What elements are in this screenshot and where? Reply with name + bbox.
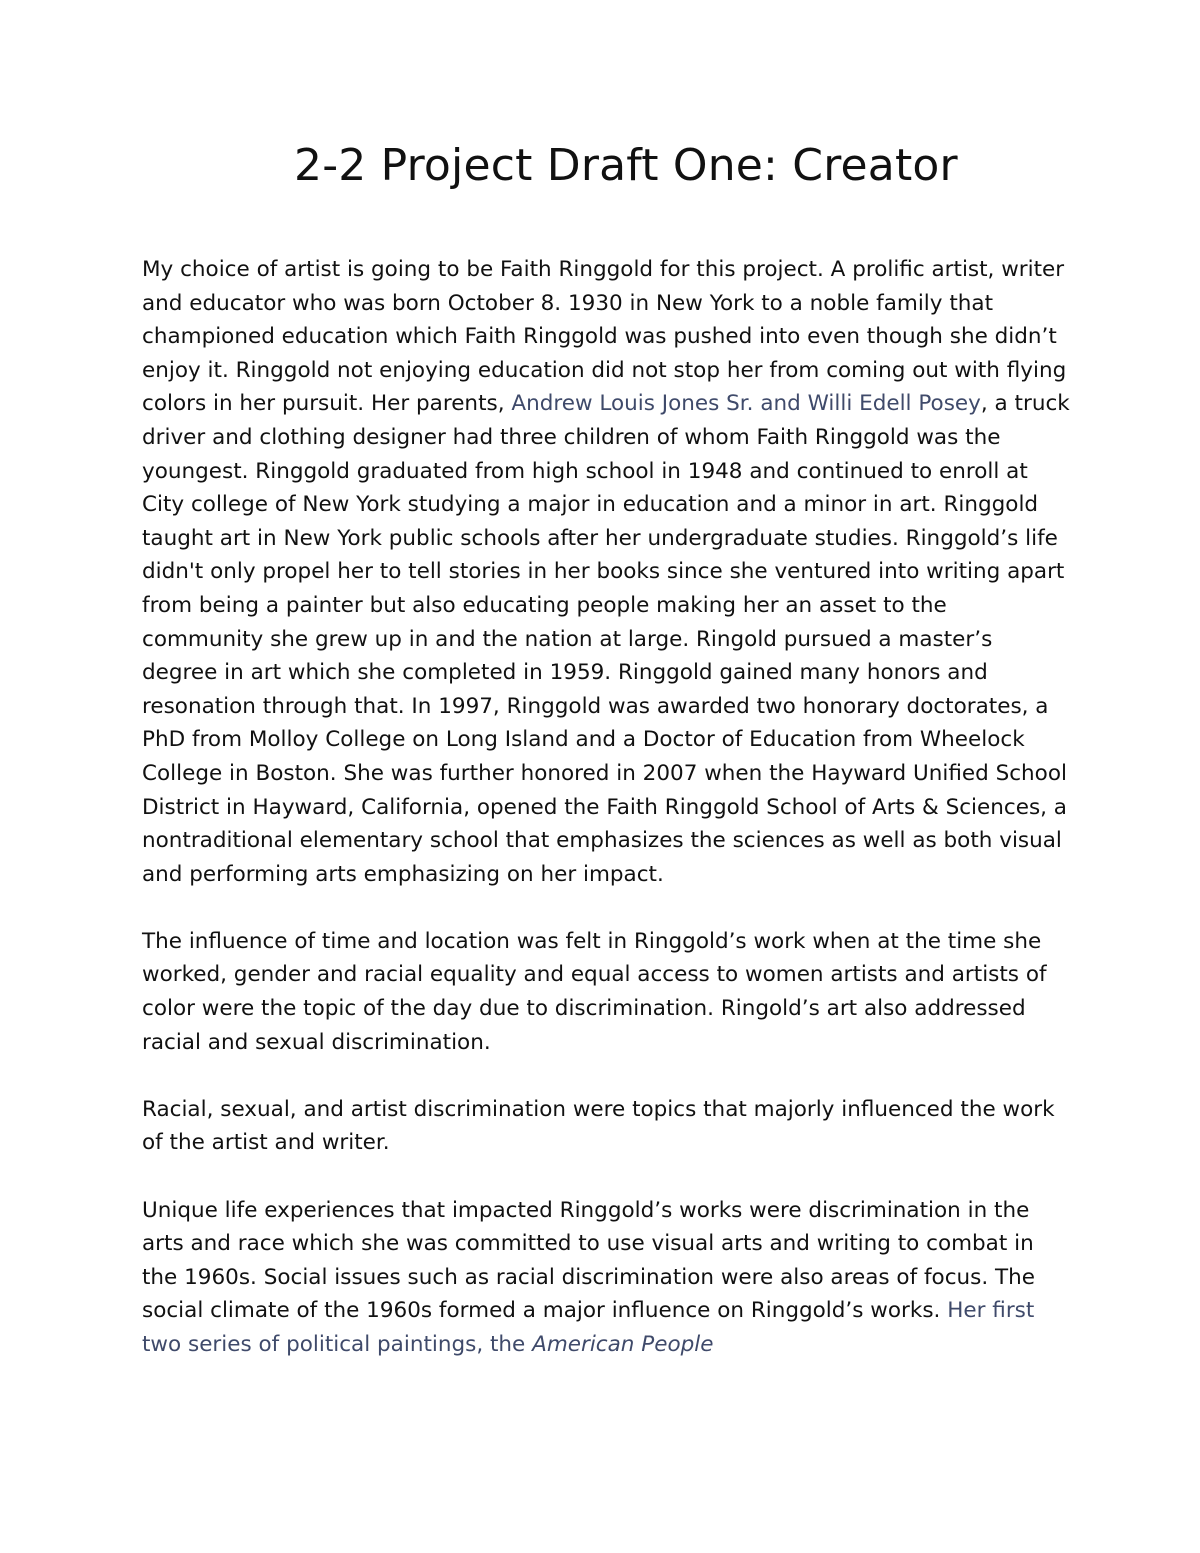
highlighted-text: Andrew Louis Jones Sr. and Willi Edell Posey xyxy=(511,391,981,417)
highlighted-text: Her first two series of political paintings, the xyxy=(142,1298,1035,1357)
italic-series-title: American People xyxy=(532,1332,714,1357)
paragraph-influence-time-location xyxy=(142,925,1072,1059)
paragraph-biography xyxy=(142,253,1072,891)
document-body xyxy=(142,253,1072,1395)
paragraph-text: Racial, sexual, and artist discrimination were topics that majorly influenced the work of the artist and writer. xyxy=(142,1096,1055,1156)
paragraph-text: Unique life experiences that impacted Ringgold’s works were discrimination in the arts and race which she was committed to use visual arts and writing to combat in the 1960s. Social issues such as racial discrimination were also areas of focus. The social climate of the 1960s formed a major influence on Ringgold’s works. xyxy=(142,1197,1035,1324)
paragraph-life-experiences xyxy=(142,1194,1072,1362)
document-title: 2-2 Project Draft One: Creator xyxy=(294,140,958,191)
paragraph-text: , a truck driver and clothing designer had three children of whom Faith Ringgold was the youngest. Ringgold graduated from high school in 1948 and continued to enroll at City college of New York studying a major in education and a minor in art. Ringgold taught art in New York public schools after her undergraduate studies. Ringgold’s life didn't only propel her to tell stories in her books since she ventured into writing apart from being a painter but also educating people making her an asset to the community she grew up in and the nation at large. Ringold pursued a master’s degree in art which she completed in 1959. Ringgold gained many honors and resonation through that. In 1997, Ringgold was awarded two honorary doctorates, a PhD from Molloy College on Long Island and a Doctor of Education from Wheelock College in Boston. She was further honored in 2007 when the Hayward Unified School District in Hayward, California, opened the Faith Ringgold School of Arts & Sciences, a nontraditional elementary school that emphasizes the sciences as well as both visual and performing arts emphasizing on her impact. xyxy=(142,391,1070,887)
paragraph-text: The influence of time and location was felt in Ringgold’s work when at the time she worked, gender and racial equality and equal access to women artists and artists of color were the topic of the day due to discrimination. Ringold’s art also addressed racial and sexual discrimination. xyxy=(142,928,1047,1055)
paragraph-text: My choice of artist is going to be Faith Ringgold for this project. A prolific artist, writer and educator who was born October 8. 1930 in New York to a noble family that championed education which Faith Ringgold was pushed into even though she didn’t enjoy it. Ringgold not enjoying education did not stop her from coming out with flying colors in her pursuit. Her parents, xyxy=(142,257,1067,417)
paragraph-discrimination-topics xyxy=(142,1093,1072,1160)
